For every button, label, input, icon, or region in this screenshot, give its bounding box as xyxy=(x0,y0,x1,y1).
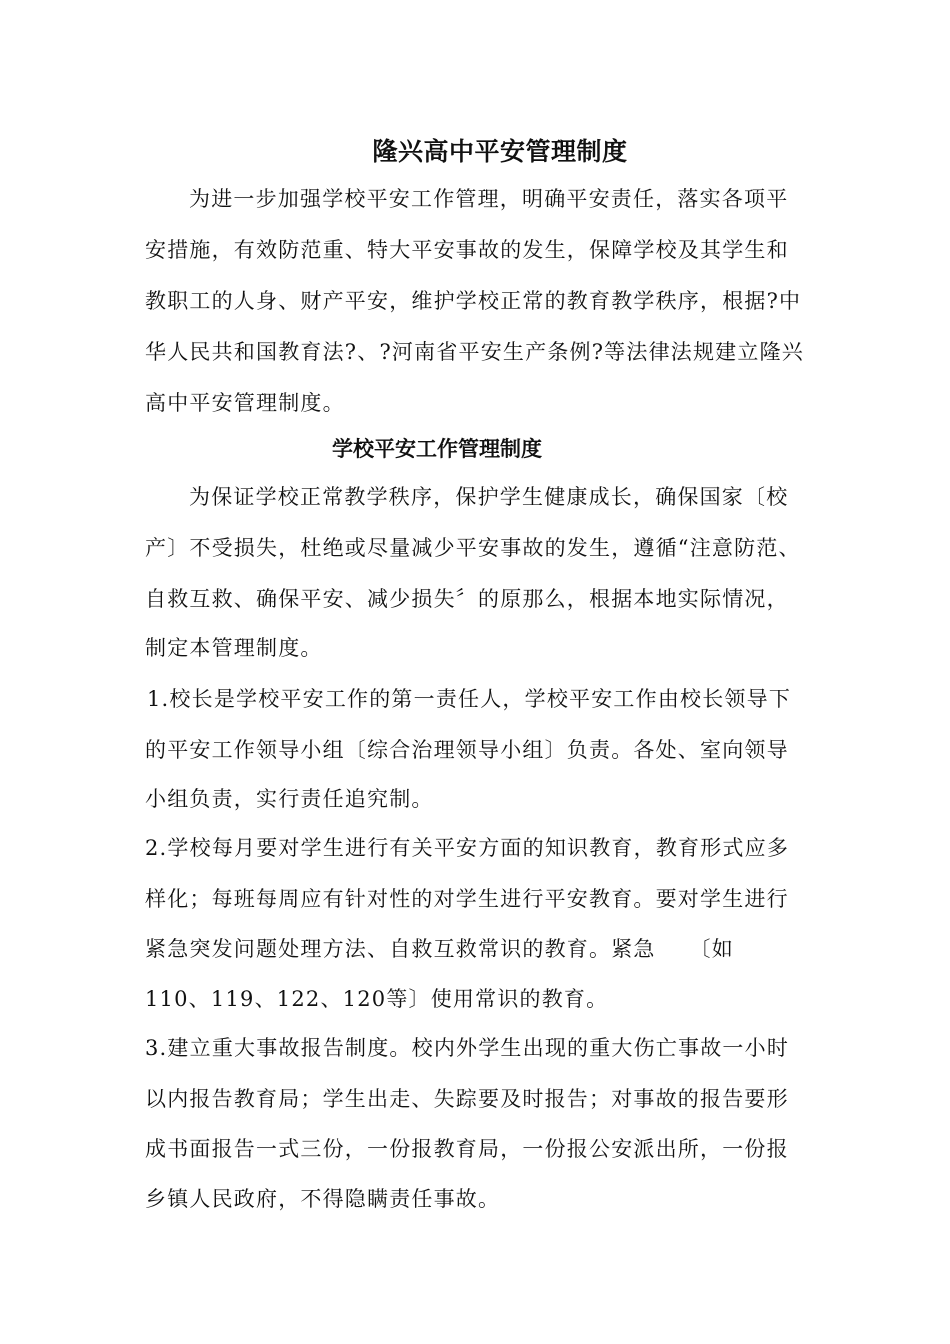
intro-line: 华人民共和国教育法?、?河南省平安生产条例?等法律法规建立隆兴 xyxy=(145,340,804,364)
item2-line: 2.学校每月要对学生进行有关平安方面的知识教育，教育形式应多 xyxy=(145,836,790,860)
section-intro-line: 制定本管理制度。 xyxy=(145,636,323,660)
intro-line: 教职工的人身、财产平安，维护学校正常的教育教学秩序，根据?中 xyxy=(145,289,802,313)
intro-line: 为进一步加强学校平安工作管理，明确平安责任，落实各项平 xyxy=(189,187,789,211)
section-title: 学校平安工作管理制度 xyxy=(332,437,542,461)
intro-line: 高中平安管理制度。 xyxy=(145,391,345,415)
item1-line: 的平安工作领导小组〔综合治理领导小组〕负责。各处、室向领导 xyxy=(145,738,789,762)
intro-line: 安措施，有效防范重、特大平安事故的发生，保障学校及其学生和 xyxy=(145,238,789,262)
item3-line: 3.建立重大事故报告制度。校内外学生出现的重大伤亡事故一小时 xyxy=(145,1036,790,1060)
item3-line: 乡镇人民政府，不得隐瞒责任事故。 xyxy=(145,1187,501,1211)
section-intro-line: 产〕不受损失，杜绝或尽量减少平安事故的发生，遵循“注意防范、 xyxy=(145,536,801,560)
item2-line: 紧急突发问题处理方法、自救互救常识的教育。紧急 〔如 xyxy=(145,937,734,961)
section-intro-line: 为保证学校正常教学秩序，保护学生健康成长，确保国家〔校 xyxy=(189,485,789,509)
item2-line: 样化；每班每周应有针对性的对学生进行平安教育。要对学生进行 xyxy=(145,887,789,911)
item1-line: 小组负责，实行责任追究制。 xyxy=(145,787,434,811)
item2-line: 110、119、122、120等〕使用常识的教育。 xyxy=(145,987,609,1011)
item3-line: 以内报告教育局；学生出走、失踪要及时报告；对事故的报告要形 xyxy=(145,1087,789,1111)
item1-line: 1.校长是学校平安工作的第一责任人，学校平安工作由校长领导下 xyxy=(147,687,792,711)
section-intro-line: 自救互救、确保平安、减少损失〞的原那么，根据本地实际情况， xyxy=(145,587,789,611)
item3-line: 成书面报告一式三份，一份报教育局，一份报公安派出所，一份报 xyxy=(145,1137,789,1161)
document-title: 隆兴高中平安管理制度 xyxy=(372,137,628,166)
